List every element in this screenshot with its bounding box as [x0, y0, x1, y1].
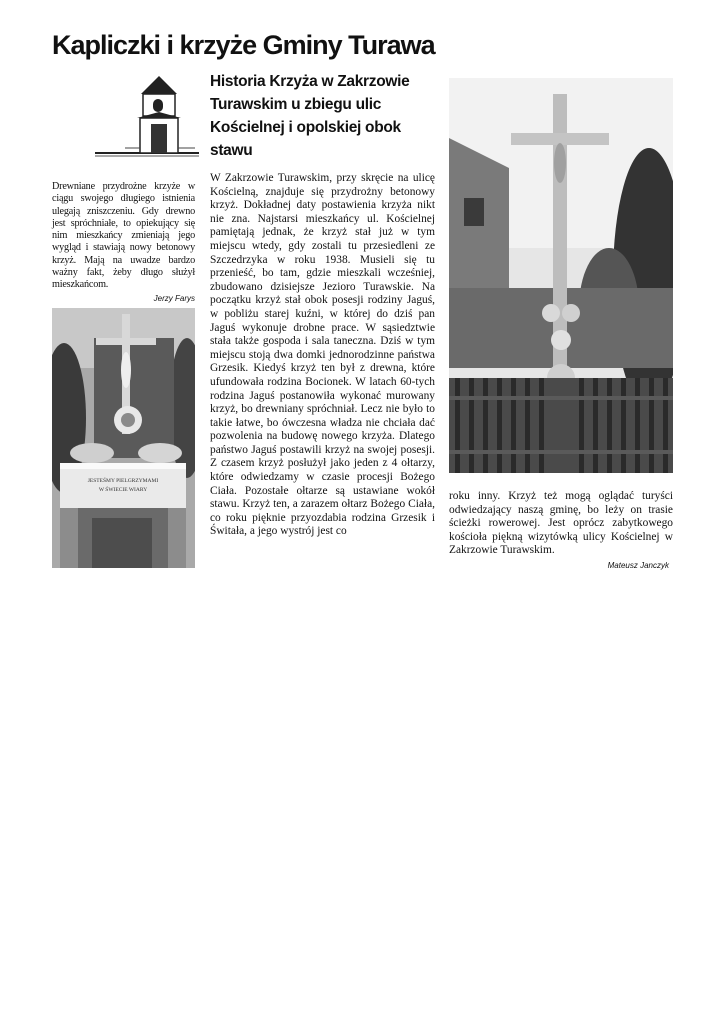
article-continuation: roku inny. Krzyż też mogą oglądać turyści odwiedzający naszą gminę, bo leży on trasie ścieżki rowerowej. Jest oprócz zabytkowego kościoła piękną wizytówką ulicy Kościelnej w Zakrzowie Turawskim. [449, 490, 673, 557]
caption-author: Jerzy Farys [153, 293, 195, 303]
article-heading: Historia Krzyża w Zakrzowie Turawskim u zbiegu ulic Kościelnej i opolskiej obok stawu [210, 73, 410, 159]
roadside-cross-photo [449, 78, 673, 473]
altar-photo [52, 308, 195, 568]
chapel-drawing [95, 74, 199, 160]
chapel-caption: Drewniane przydrożne krzyże w ciągu swojego długiego istnienia ulegają zniszczeniu. Gdy drewno jest spróchniałe, to opiekujący się nim mieszkańcy zmieniają jego wygląd i stawiają nowy betonowy krzyż. Mają na uwadze bardzo ważny fakt, żeby długo służył mieszkańcom. [52, 181, 195, 291]
svg-text:W ŚWIECIE WIARY: W ŚWIECIE WIARY [98, 487, 148, 493]
page-title: Kapliczki i krzyże Gminy Turawa [52, 30, 435, 60]
article-author: Mateusz Janczyk [607, 560, 669, 570]
article-body: W Zakrzowie Turawskim, przy skręcie na ulicę Kościelną, znajduje się przydrożny betonowy krzyż. Dokładnej daty postawienia krzyża nikt nie zna. Najstarsi mieszkańcy ul. Kościelnej pamiętają jednak, że krzyż stał już w tym miejscu wtedy, gdy zostali tu przesiedleni ze Szczedrzyka w roku 1938. Musieli się tu przenieść, bo tam, gdzie mieszkali wcześniej, zbudowano dzisiejsze Jezioro Turawskie. Na początku krzyż stał obok posesji rodziny Jaguś, w pobliżu starej kuźni, w której do dziś pan Jaguś wykonuje drobne prace. W sąsiedztwie stała także gospoda i sala taneczna. Dziś w tym miejscu stoją dwa domki jednorodzinne państwa Grzesik. Kiedyś krzyż ten był z drewna, które ufundowała rodzina Bocionek. W latach 60-tych rodzina Jaguś postanowiła wykonać murowany krzyż, bo drewniany spróchniał. Lecz nie było to takie łatwe, bo ówczesna władza nie chciała dać pozwolenia na budowę nowego krzyża. Dlatego państwo Jaguś postawili krzyż na swojej posesji. Z czasem krzyż posłużył jako jeden z 4 ołtarzy, które odwiedzamy w czasie procesji Bożego Ciała. Pozostałe ołtarze są ustawiane wokół stawu. Krzyż ten, a zarazem ołtarz Bożego Ciała, co roku pięknie przyozdabia rodzina Grzesik i Świtała, a jego wystrój jest co [210, 172, 435, 538]
altar-banner-text: JESTEŚMY PIELGRZYMAMI [87, 478, 159, 484]
